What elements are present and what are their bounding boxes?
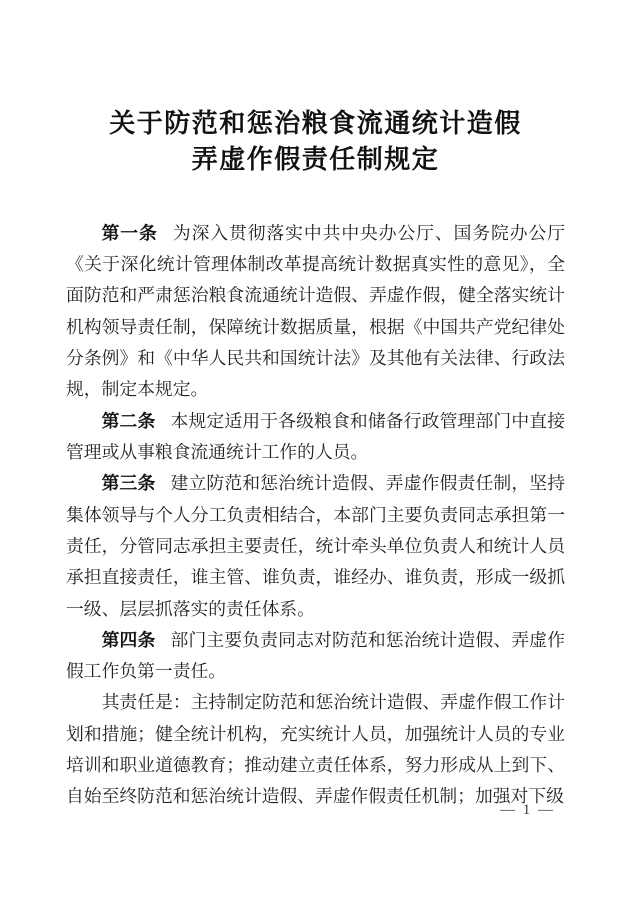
article-4-text: 部门主要负责同志对防范和惩治统计造假、弄虚作假工作负第一责任。 xyxy=(66,629,565,682)
article-4-label: 第四条 xyxy=(101,629,156,650)
paragraph-responsibilities xyxy=(66,687,565,812)
article-1-label: 第一条 xyxy=(101,222,158,243)
paragraph-article-1 xyxy=(66,218,565,406)
document-title-line2: 弄虚作假责任制规定 xyxy=(191,144,440,174)
document-body xyxy=(0,218,631,813)
article-3-text: 建立防范和惩治统计造假、弄虚作假责任制，坚持集体领导与个人分工负责相结合，本部门主要负责同志承担第一责任，分管同志承担主要责任，统计牵头单位负责人和统计人员承担直接责任，谁主管、谁负责，谁经办、谁负责，形成一级抓一级、层层抓落实的责任体系。 xyxy=(66,473,565,619)
article-1-text: 为深入贯彻落实中共中央办公厅、国务院办公厅《关于深化统计管理体制改革提高统计数据真实性的意见》，全面防范和严肃惩治粮食流通统计造假、弄虚作假，健全落实统计机构领导责任制，保障统计数据质量，根据《中国共产党纪律处分条例》和《中华人民共和国统计法》及其他有关法律、行政法规，制定本规定。 xyxy=(66,222,565,400)
article-2-text: 本规定适用于各级粮食和储备行政管理部门中直接管理或从事粮食流通统计工作的人员。 xyxy=(66,410,565,462)
paragraph-article-4 xyxy=(66,625,565,688)
article-2-label: 第二条 xyxy=(101,410,156,431)
paragraph-article-3 xyxy=(66,468,565,625)
page-number: — 1 — xyxy=(500,802,555,818)
document-title xyxy=(0,0,631,178)
article-3-label: 第三条 xyxy=(101,473,156,494)
paragraph-article-2 xyxy=(66,406,565,469)
document-title-line1: 关于防范和惩治粮食流通统计造假 xyxy=(109,109,522,138)
responsibilities-text: 其责任是：主持制定防范和惩治统计造假、弄虚作假工作计划和措施；健全统计机构，充实统计人员，加强统计人员的专业培训和职业道德教育；推动建立责任体系，努力形成从上到下、自始至终防范和惩治统计造假、弄虚作假责任机制；加强对下级 xyxy=(66,692,565,807)
